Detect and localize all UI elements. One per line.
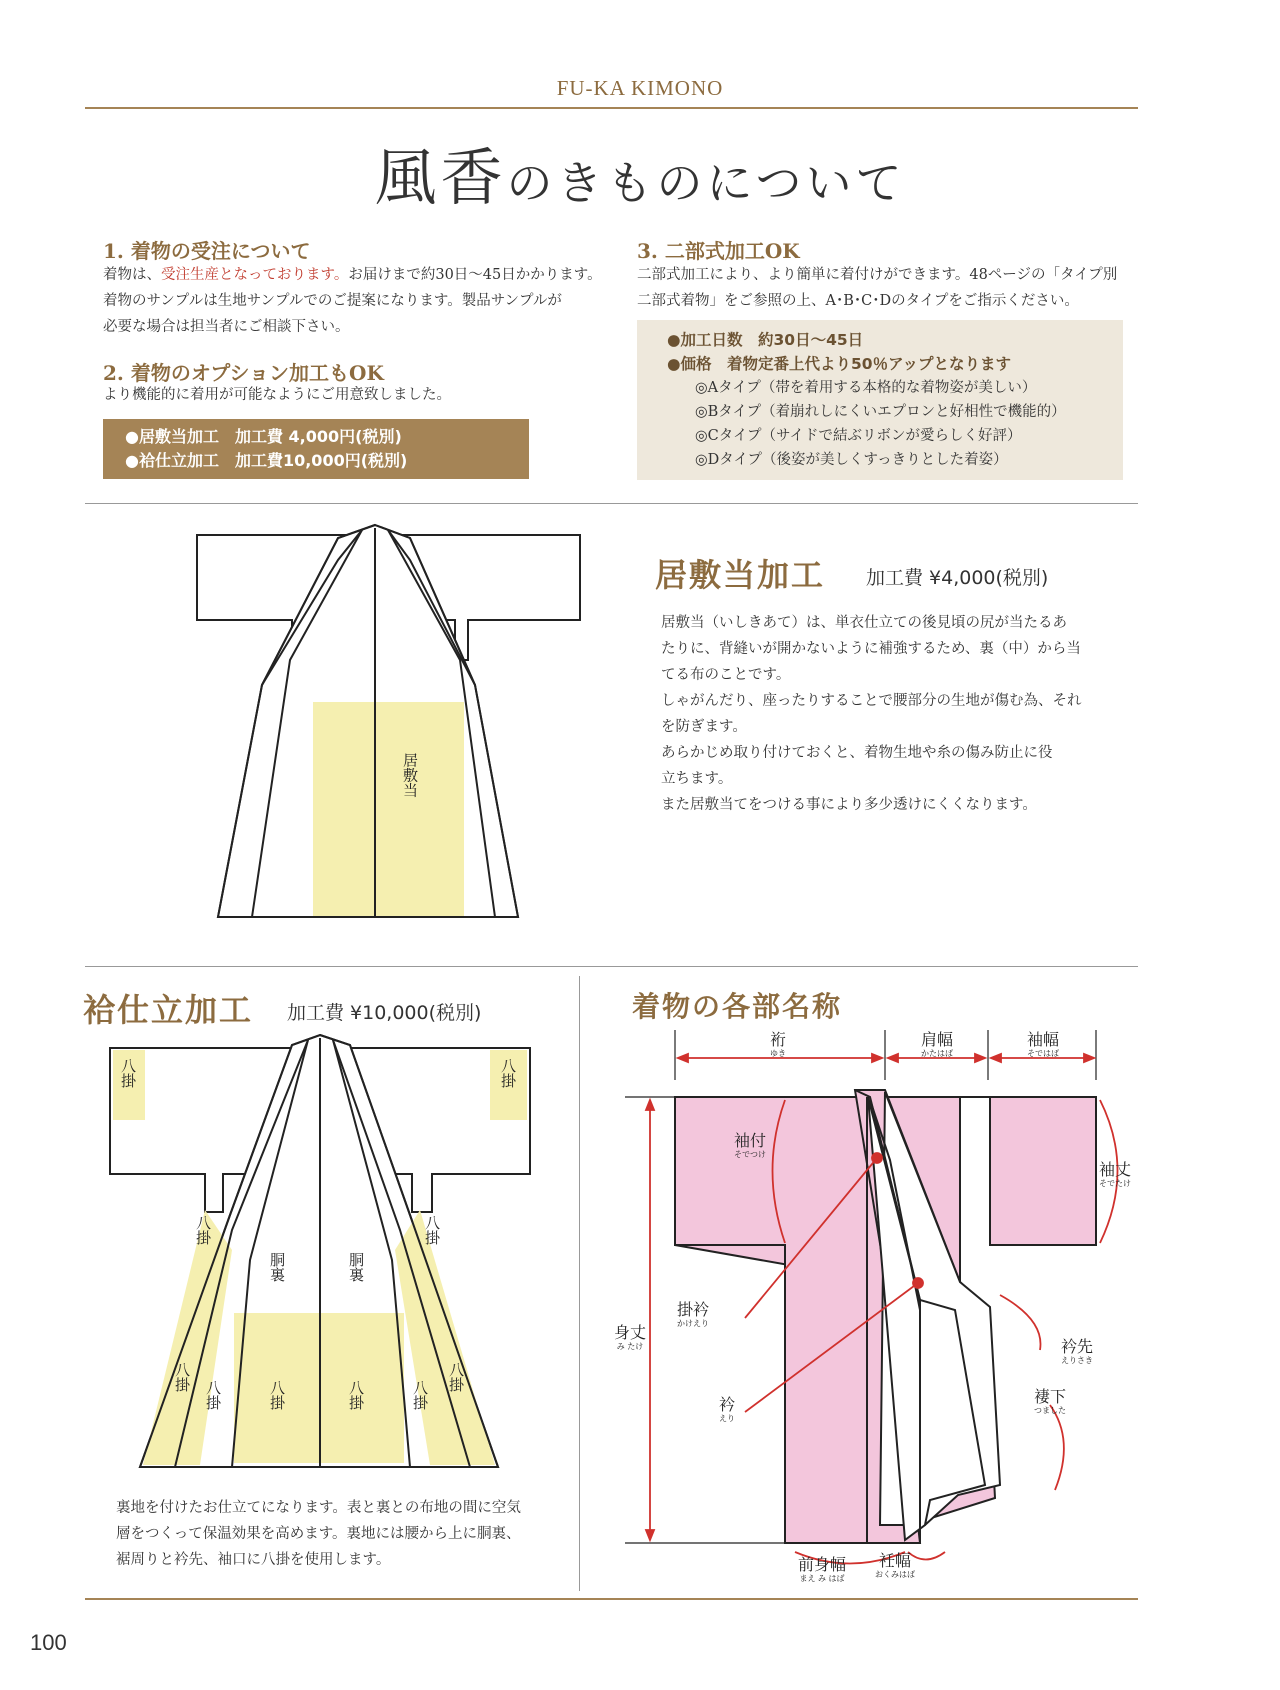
section1-line1-red: 受注生産となっております。	[161, 267, 349, 283]
kakeeri-ruby: かけえり	[677, 1319, 709, 1328]
ishikiate-line: 立ちます。	[661, 771, 733, 787]
type-a: ◎Aタイプ（帯を着用する本格的な着物姿が美しい）	[695, 380, 1037, 396]
hakkake-label: 八掛	[194, 1215, 212, 1245]
section1-line2: 着物のサンプルは生地サンプルでのご提案になります。製品サンプルが	[103, 293, 562, 309]
section2-text: より機能的に着用が可能なようにご用意致しました。	[103, 387, 451, 403]
section3-line2: 二部式着物」をご参照の上、A･B･C･Dのタイプをご指示ください。	[637, 293, 1079, 309]
dourura-label: 胴裏	[347, 1252, 365, 1282]
section1-heading: 1. 着物の受注について	[103, 239, 311, 263]
title-sub: のきものについて	[506, 156, 906, 210]
section3-line1: 二部式加工により、より簡単に着付けができます。48ページの「タイプ別	[637, 267, 1118, 283]
type-b: ◎Bタイプ（着崩れしにくいエプロンと好相性で機能的）	[695, 404, 1066, 420]
ishikiate-line: しゃがんだり、座ったりすることで腰部分の生地が傷む為、それ	[661, 693, 1082, 709]
hakkake-label: 八掛	[447, 1362, 465, 1392]
kakeeri-dot	[872, 1153, 882, 1163]
options-box	[103, 419, 529, 479]
katahaba-label: 肩幅	[920, 1030, 954, 1049]
sodetsuke-ruby: そでつけ	[734, 1150, 766, 1159]
tsumashita-arc	[1050, 1405, 1064, 1490]
divider-2	[85, 966, 1138, 967]
page-number: 100	[30, 1630, 67, 1655]
ishikiate-line: てる布のことです。	[661, 667, 791, 683]
sodetake-ruby: そでたけ	[1099, 1179, 1131, 1188]
tsumashita-ruby: つました	[1034, 1406, 1066, 1415]
section1-line1-pre: 着物は、	[103, 267, 161, 283]
ishikiate-line: 居敷当（いしきあて）は、単衣仕立ての後見頃の尻が当たるあ	[661, 615, 1067, 631]
hakkake-label: 八掛	[204, 1380, 222, 1410]
yuki-label: 裄	[769, 1030, 787, 1049]
sodetsuke-label: 袖付	[733, 1131, 767, 1150]
nibushiki-days: ●加工日数 約30日～45日	[667, 331, 864, 349]
section2-heading: 2. 着物のオプション加工もOK	[103, 361, 384, 385]
maemihaba-label: 前身幅	[797, 1555, 847, 1574]
hakkake-label: 八掛	[423, 1215, 441, 1245]
kakeeri-label: 掛衿	[676, 1300, 710, 1319]
maemihaba-ruby: まえ み はば	[799, 1574, 845, 1583]
nibushiki-price: ●価格 着物定番上代より50％アップとなります	[667, 355, 1012, 373]
footer-rule	[85, 1598, 1138, 1600]
section1-line1-post: お届けまで約30日～45日かかります。	[348, 267, 602, 283]
nibushiki-box	[637, 320, 1123, 480]
option-ishikiate: ●居敷当加工 加工費 4,000円(税別)	[125, 427, 402, 446]
section1-body	[103, 262, 643, 340]
erisaki-arc	[1000, 1295, 1041, 1350]
ishikiate-heading: 居敷当加工	[655, 556, 826, 594]
awase-fee: 加工費 ¥10,000(税別)	[287, 1002, 482, 1024]
hakkake-label: 八掛	[411, 1380, 429, 1410]
divider-1	[85, 503, 1138, 504]
eri-ruby: えり	[719, 1414, 735, 1423]
awase-line: 裾周りと衿先、袖口に八掛を使用します。	[116, 1552, 391, 1568]
title-main: 風香	[374, 141, 507, 214]
dourura-label: 胴裏	[268, 1252, 286, 1282]
section3-body	[637, 262, 1157, 314]
type-c: ◎Cタイプ（サイドで結ぶリボンが愛らしく好評）	[695, 428, 1022, 444]
okumihaba-label: 衽幅	[878, 1551, 912, 1570]
sodehaba-ruby: そではば	[1027, 1049, 1059, 1058]
page-title	[0, 128, 1280, 217]
awase-line: 層をつくって保温効果を高めます。裏地には腰から上に胴裏、	[116, 1526, 521, 1542]
mitake-label: 身丈	[613, 1323, 647, 1342]
vertical-divider	[579, 976, 580, 1591]
option-awase: ●袷仕立加工 加工費10,000円(税別)	[125, 451, 408, 470]
ishikiate-line: たりに、背縫いが開かないように補強するため、裏（中）から当	[661, 641, 1081, 657]
hakkake-label: 八掛	[119, 1058, 137, 1088]
ishikiate-line: を防ぎます。	[661, 719, 747, 735]
brand-label: FU-KA KIMONO	[556, 76, 724, 100]
section3-heading: 3. 二部式加工OK	[637, 239, 800, 263]
hakkake-label: 八掛	[268, 1380, 286, 1410]
ishikiate-patch	[313, 702, 464, 917]
okumihaba-ruby: おくみはば	[875, 1570, 915, 1579]
hakkake-label: 八掛	[347, 1380, 365, 1410]
header-rule	[85, 107, 1138, 109]
parts-diagram	[600, 1020, 1140, 1590]
awase-line: 裏地を付けたお仕立てになります。表と裏との布地の間に空気	[116, 1500, 521, 1516]
eri-label: 衿	[718, 1395, 736, 1414]
type-d: ◎Dタイプ（後姿が美しくすっきりとした着姿）	[695, 452, 1008, 468]
ishikiate-line: あらかじめ取り付けておくと、着物生地や糸の傷み防止に役	[661, 745, 1053, 761]
sodetake-label: 袖丈	[1098, 1160, 1132, 1179]
ishikiate-fee: 加工費 ¥4,000(税別)	[866, 567, 1049, 589]
okumihaba-arc	[908, 1552, 945, 1560]
ishikiate-desc	[661, 610, 1111, 818]
yuki-ruby: ゆき	[770, 1049, 786, 1058]
ishikiate-diagram	[190, 520, 630, 940]
sodehaba-label: 袖幅	[1026, 1030, 1060, 1049]
erisaki-ruby: えりさき	[1061, 1356, 1093, 1365]
awase-desc	[116, 1495, 566, 1573]
eri-dot	[913, 1278, 923, 1288]
section1-line1	[103, 262, 643, 288]
awase-diagram	[100, 1030, 570, 1480]
hakkake-label: 八掛	[173, 1362, 191, 1392]
section1-line3: 必要な場合は担当者にご相談下さい。	[103, 319, 350, 335]
ishikiate-label: 居敷当	[401, 752, 419, 798]
ishikiate-line: また居敷当てをつける事により多少透けにくくなります。	[661, 797, 1037, 813]
katahaba-ruby: かたはば	[921, 1049, 953, 1058]
tsumashita-label: 褄下	[1033, 1387, 1067, 1406]
erisaki-label: 衿先	[1060, 1337, 1094, 1356]
hakkake-label: 八掛	[499, 1058, 517, 1088]
parts-heading: 着物の各部名称	[632, 990, 843, 1023]
mitake-ruby: み たけ	[616, 1342, 644, 1351]
awase-heading: 袷仕立加工	[83, 991, 254, 1029]
